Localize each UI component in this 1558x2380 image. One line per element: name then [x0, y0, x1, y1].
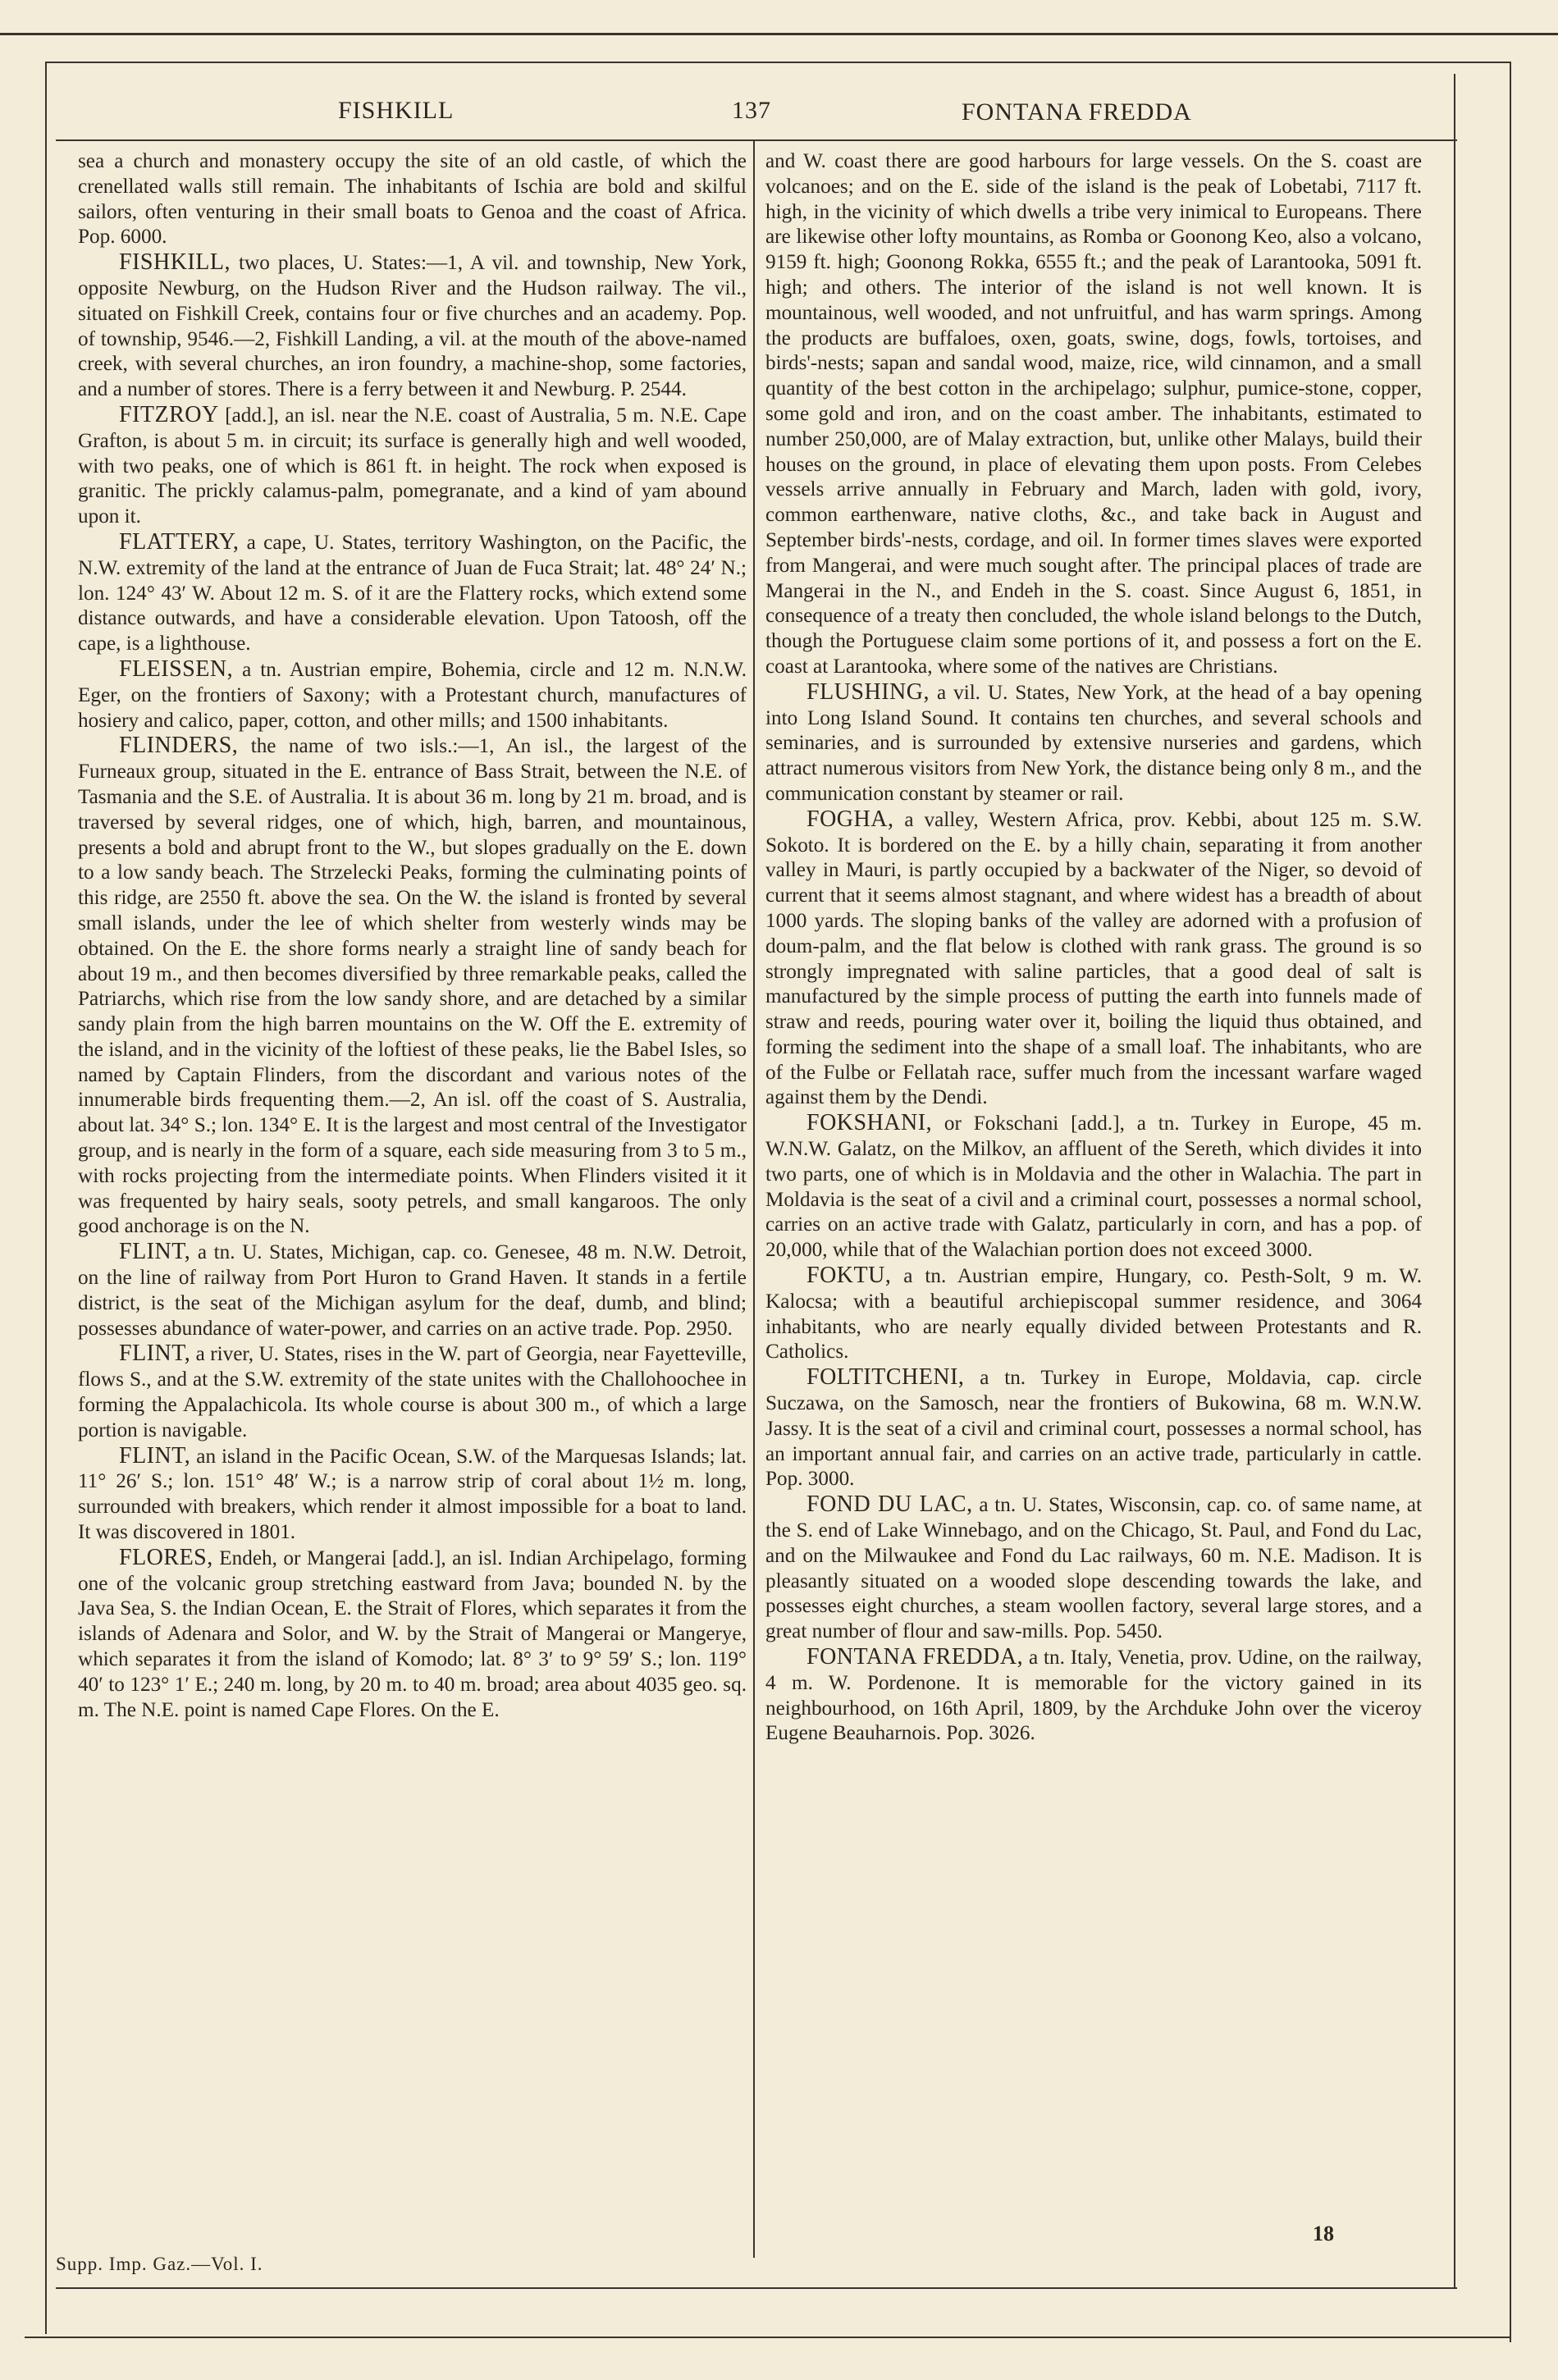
entry-text: a tn. U. States, Wisconsin, cap. co. of same name, at the S. end of Lake Winnebago, and on the Chicago, St. Paul, and Fond du Lac, and on the Milwaukee and Fond du Lac railways, 60 m. N.E. Madison. It is pleasantly situated on a wooded slope descending towards the lake, and possesses eight churches, a steam woollen factory, several large stores, and a great number of flour and saw-mills. Pop. 5450. [765, 1494, 1422, 1643]
column-divider [753, 141, 755, 2258]
right-column [765, 149, 1422, 1747]
gazetteer-entry [765, 1263, 1422, 1365]
entry-text: a tn. Austrian empire, Hungary, co. Pesth-Solt, 9 m. W. Kalocsa; with a beautiful archiepiscopal summer residence, and 3064 inhabitants, who are nearly equally divided between Protestants and R. Catholics. [765, 1265, 1422, 1364]
entry-headword: FOKTU, [806, 1263, 892, 1289]
gazetteer-entry [765, 680, 1422, 807]
entry-text: a vil. U. States, New York, at the head of a bay opening into Long Island Sound. It contains ten churches, and several schools and seminaries, and is surrounded by extensive nurseries and gardens, which attract numerous visitors from New York, the distance being only 8 m., and the communication constant by steamer or rail. [765, 681, 1422, 805]
gazetteer-entry [765, 1492, 1422, 1645]
entry-headword: FOND DU LAC, [806, 1491, 973, 1518]
frame-outer-top [0, 33, 1558, 35]
frame-right-outer [1510, 62, 1511, 2342]
entry-text: a tn. Austrian empire, Bohemia, circle and 12 m. N.N.W. Eger, on the frontiers of Saxony; with a Protestant church, manufactures of hosiery and calico, paper, cotton, and other mills; and 1500 inhabitants. [78, 658, 747, 732]
frame-bottom-inner [56, 2287, 1457, 2289]
entry-headword: FLINDERS, [119, 733, 239, 759]
sheet-number: 18 [1313, 2222, 1334, 2245]
entry-headword: FLUSHING, [806, 678, 930, 705]
page-header [59, 92, 1454, 133]
entry-text: two places, U. States:—1, A vil. and township, New York, opposite Newburg, on the Hudson River and the Hudson railway. The vil., situated on Fishkill Creek, contains four or five churches and an academy. Pop. of township, 9546.—2, Fishkill Landing, a vil. at the mouth of the above-named creek, with several churches, an iron foundry, a machine-shop, some factories, and a number of stores. There is a ferry between it and Newburg. P. 2544. [78, 252, 747, 401]
entry-headword: FITZROY [119, 401, 219, 427]
entry-headword: FLINT, [119, 1239, 191, 1265]
frame-inner-top [45, 62, 1510, 63]
gazetteer-entry [765, 807, 1422, 1112]
gazetteer-entry [78, 149, 747, 250]
header-underline [56, 139, 1457, 141]
gazetteer-entry [765, 1365, 1422, 1492]
entry-headword: FLINT, [119, 1341, 191, 1367]
gazetteer-entry [78, 530, 747, 657]
entry-text: [add.], an isl. near the N.E. coast of Australia, 5 m. N.E. Cape Grafton, is about 5 m. in circuit; its surface is generally high and well wooded, with two peaks, one of which is 861 ft. in height. The rock when exposed is granitic. The prickly calamus-palm, pomegranate, and a kind of yam abound upon it. [78, 404, 747, 528]
entry-headword: FLATTERY, [119, 528, 240, 555]
left-column [78, 149, 747, 1723]
gazetteer-entry [78, 1546, 747, 1724]
frame-bottom [25, 2337, 1511, 2338]
entry-headword: FOLTITCHENI, [806, 1364, 965, 1391]
entry-text: a tn. Italy, Venetia, prov. Udine, on the railway, 4 m. W. Pordenone. It is memorable for the victory gained in its neighbourhood, on 16th April, 1809, by the Archduke John over the viceroy Eugene Beauharnois. Pop. 3026. [765, 1647, 1423, 1745]
frame-left [45, 62, 47, 2334]
entry-headword: FONTANA FREDDA, [806, 1644, 1024, 1670]
gazetteer-entry [765, 1645, 1422, 1747]
entry-text: a cape, U. States, territory Washington, on the Pacific, the N.W. extremity of the land at the entrance of Juan de Fuca Strait; lat. 48° 24′ N.; lon. 124° 43′ W. About 12 m. S. of it are the Flattery rocks, which extend some distance outwards, and have a considerable elevation. Upon Tatoosh, off the cape, is a lighthouse. [78, 531, 747, 656]
entry-headword: FOGHA, [806, 806, 894, 832]
entry-headword: FISHKILL, [119, 249, 231, 276]
entry-headword: FLINT, [119, 1442, 191, 1469]
entry-text: sea a church and monastery occupy the site of an old castle, of which the crenellated walls still remain. The inhabitants of Ischia are bold and skilful sailors, often venturing in their small boats to Genoa and the coast of Africa. Pop. 6000. [78, 150, 747, 249]
entry-text: or Fokschani [add.], a tn. Turkey in Europe, 45 m. W.N.W. Galatz, on the Milkov, an affluent of the Sereth, which divides it into two parts, one of which is in Moldavia and the other in Walachia. The part in Moldavia is the seat of a civil and a criminal court, possesses a normal school, carries on an active trade with Galatz, particularly in corn, and has a pop. of 20,000, while that of the Walachian portion does not exceed 3000. [765, 1112, 1422, 1262]
signature-mark: Supp. Imp. Gaz.—Vol. I. [56, 2254, 263, 2274]
entry-headword: FLORES, [119, 1544, 213, 1570]
frame-right [1454, 74, 1455, 2289]
entry-text: and W. coast there are good harbours for large vessels. On the S. coast are volcanoes; and on the E. side of the island is the peak of Lobetabi, 7117 ft. high, in the vicinity of which dwells a tribe very inimical to Europeans. There are likewise other lofty mountains, as Romba or Goonong Keo, also a volcano, 9159 ft. high; Goonong Rokka, 6555 ft.; and the peak of Larantooka, 5091 ft. high; and others. The interior of the island is not well known. It is mountainous, well wooded, and not unfruitful, and has warm springs. Among the products are buffaloes, oxen, goats, swine, dogs, fowls, tortoises, and birds'-nests; sapan and sandal wood, maize, rice, wild cinnamon, and a small quantity of the best cotton in the archipelago; sulphur, pumice-stone, copper, some gold and iron, and on the coast amber. The inhabitants, estimated to number 250,000, are of Malay extraction, but, unlike other Malays, build their houses on the ground, in place of elevating them upon posts. From Celebes vessels arrive annually in February and March, laden with gold, ivory, common earthenware, native cloths, &c., and take back in August and September birds'-nests, cordage, and oil. In former times slaves were exported from Mangerai, and were much sought after. The principal places of trade are Mangerai in the N., and Endeh in the S. coast. Since August 6, 1851, in consequence of a treaty then concluded, the whole island belongs to the Dutch, though the Portuguese claim some portions of it, and possess a fort on the E. coast at Larantooka, where some of the natives are Christians. [765, 150, 1422, 678]
gazetteer-entry [78, 1341, 747, 1443]
gazetteer-entry [78, 657, 747, 733]
entry-headword: FOKSHANI, [806, 1110, 933, 1136]
entry-headword: FLEISSEN, [119, 656, 234, 682]
entry-text: an island in the Pacific Ocean, S.W. of the Marquesas Islands; lat. 11° 26′ S.; lon. 151° 48′ W.; is a narrow strip of coral about 1½ m. long, surrounded with breakers, which render it almost impossible for a boat to land. It was discovered in 1801. [78, 1445, 747, 1544]
gazetteer-entry [78, 1240, 747, 1341]
entry-text: the name of two isls.:—1, An isl., the largest of the Furneaux group, situated in the E. entrance of Bass Strait, between the N.E. of Tasmania and the S.E. of Australia. It is about 36 m. long by 21 m. broad, and is traversed by several ridges, one of which, high, barren, and mountainous, presents a bold and abrupt front to the W., but slopes gradually on the E. down to a low sandy beach. The Strzelecki Peaks, forming the culminating points of this ridge, are 2550 ft. above the sea. On the W. the island is fronted by several small islands, under the lee of which shelter from westerly winds may be obtained. On the E. the shore forms nearly a straight line of sandy beach for about 19 m., and then becomes diversified by three remarkable peaks, called the Patriarchs, which rise from the low sandy shore, and are detached by a similar sandy plain from the high barren mountains on the W. Off the E. extremity of the island, and in the vicinity of the loftiest of these peaks, lie the Babel Isles, so named by Captain Flinders, from the discordant and various notes of the innumerable birds frequenting them.—2, An isl. off the coast of S. Australia, about lat. 34° S.; lon. 134° E. It is the largest and most central of the Investigator group, and is nearly in the form of a square, each side measuring from 3 to 5 m., with rocks projecting from the intermediate points. When Flinders visited it it was frequented by hairy seals, sooty petrels, and small kangaroos. The only good anchorage is on the N. [78, 735, 747, 1238]
entry-text: a river, U. States, rises in the W. part of Georgia, near Fayetteville, flows S., and at the S.W. extremity of the state unites with the Challohoochee in forming the Appalachicola. Its whole course is about 300 m., of which a large portion is navigable. [78, 1343, 747, 1441]
entry-text: a tn. U. States, Michigan, cap. co. Genesee, 48 m. N.W. Detroit, on the line of railway from Port Huron to Grand Haven. It stands in a fertile district, is the seat of the Michigan asylum for the deaf, dumb, and blind; possesses abundance of water-power, and carries on an active trade. Pop. 2950. [78, 1241, 747, 1340]
gazetteer-entry [78, 250, 747, 403]
gazetteer-entry [765, 1111, 1422, 1263]
entry-text: Endeh, or Mangerai [add.], an isl. Indian Archipelago, forming one of the volcanic group stretching eastward from Java; bounded N. by the Java Sea, S. the Indian Ocean, E. the Strait of Flores, which separates it from the islands of Adenara and Solor, and W. by the Strait of Mangerai or Mangerye, which separates it from the island of Komodo; lat. 8° 3′ to 9° 59′ S.; lon. 119° 40′ to 123° 1′ E.; 240 m. long, by 20 m. to 40 m. broad; area about 4035 geo. sq. m. The N.E. point is named Cape Flores. On the E. [78, 1546, 747, 1721]
running-head-left: FISHKILL [338, 97, 455, 124]
gazetteer-entry [765, 149, 1422, 680]
running-head-right: FONTANA FREDDA [962, 98, 1192, 126]
gazetteer-entry [78, 733, 747, 1240]
page-number: 137 [732, 97, 771, 124]
entry-text: a valley, Western Africa, prov. Kebbi, about 125 m. S.W. Sokoto. It is bordered on the E. by a hilly chain, separating it from another valley in Mauri, is partly occupied by a backwater of the Niger, so devoid of current that it seems almost stagnant, and where widest has a breadth of about 1000 yards. The sloping banks of the valley are adorned with a profusion of doum-palm, and the flat below is clothed with rank grass. The ground is so strongly impregnated with saline particles, that a good deal of salt is manufactured by the simple process of putting the earth into funnels made of straw and reeds, pouring water over it, boiling the liquid thus obtained, and forming the sediment into the shape of a small loaf. The inhabitants, who are of the Fulbe or Fellatah race, suffer much from the incessant warfare waged against them by the Dendi. [765, 808, 1422, 1109]
entry-text: a tn. Turkey in Europe, Moldavia, cap. circle Suczawa, on the Samosch, near the frontiers of Bukowina, 68 m. W.N.W. Jassy. It is the seat of a civil and criminal court, possesses a normal school, has an important annual fair, and carries on an active trade, particularly in cattle. Pop. 3000. [765, 1367, 1422, 1491]
gazetteer-entry [78, 1444, 747, 1546]
gazetteer-entry [78, 403, 747, 530]
